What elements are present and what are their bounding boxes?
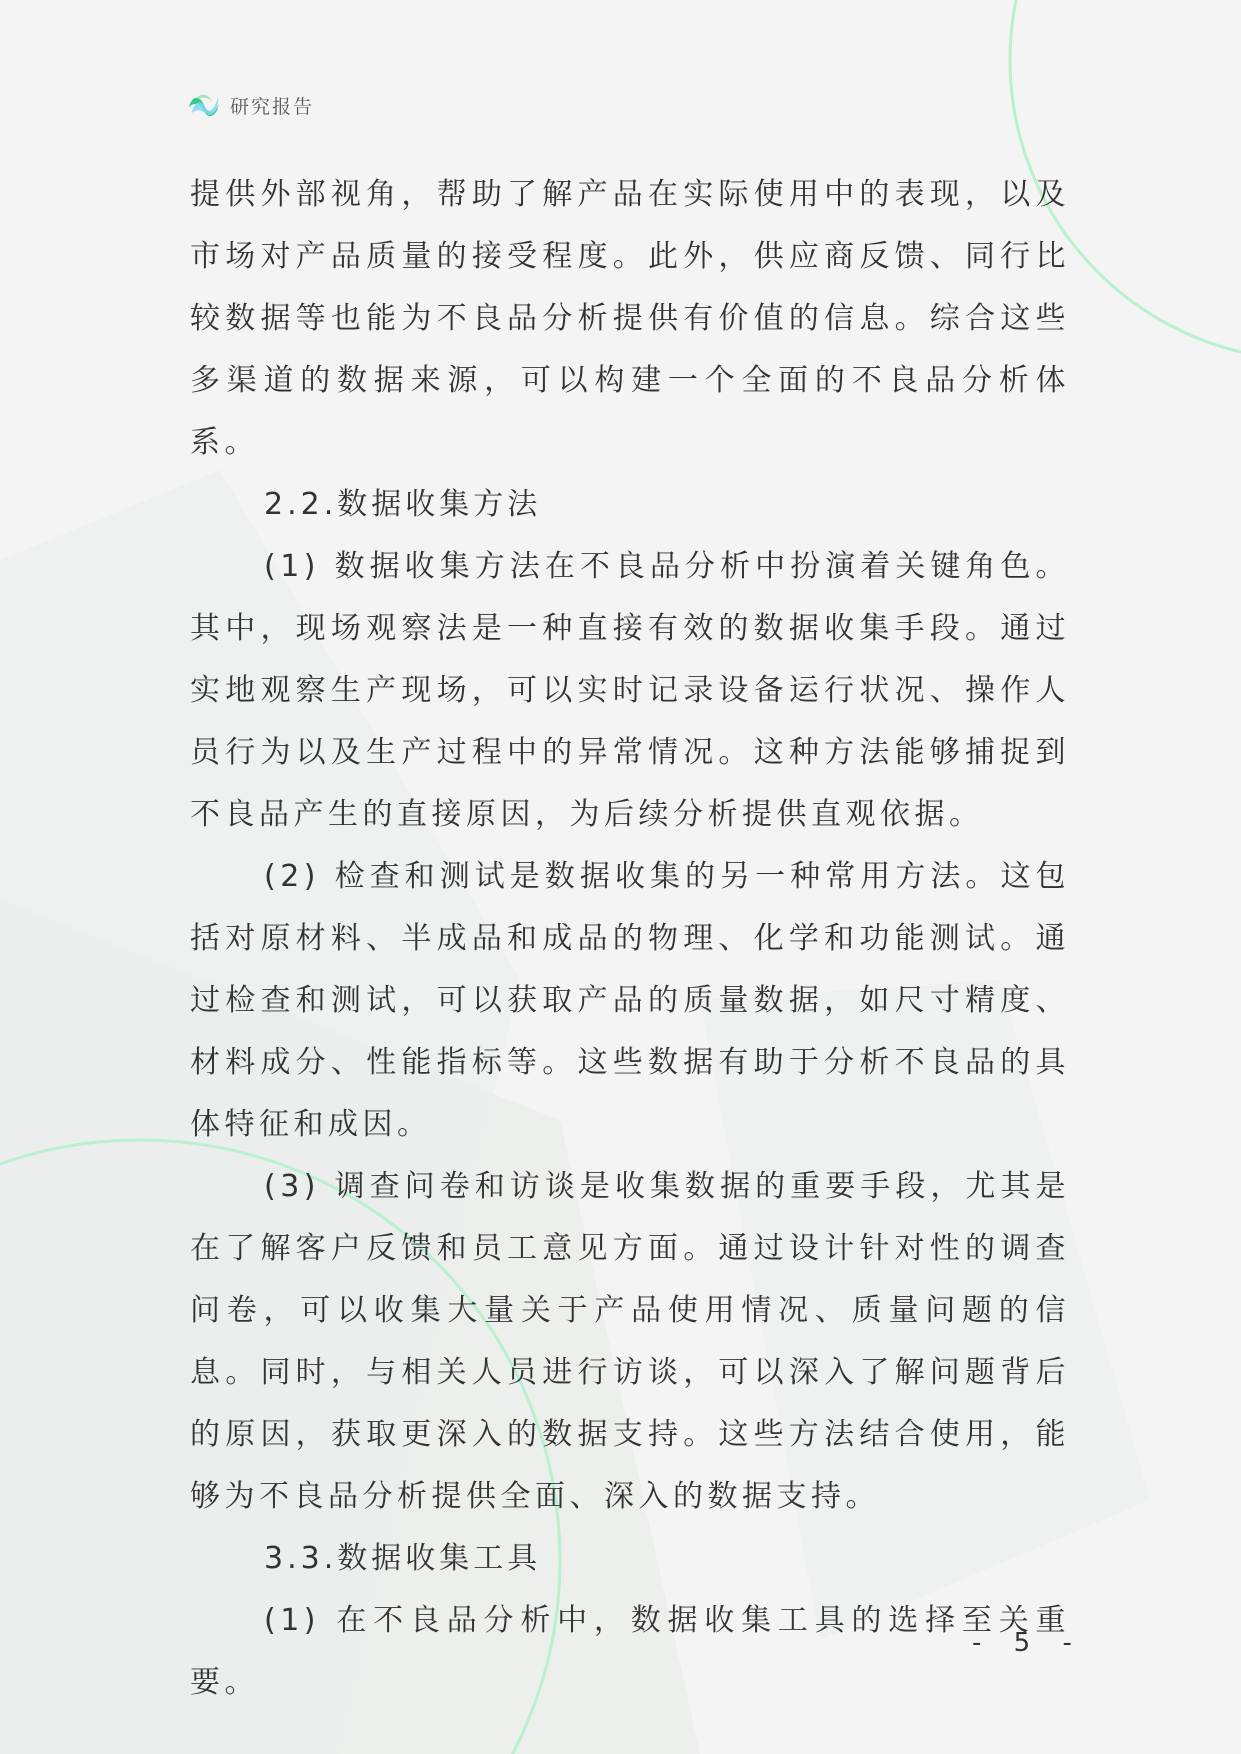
paragraph-observation-method: (1) 数据收集方法在不良品分析中扮演着关键角色。其中，现场观察法是一种直接有效的数据收集手段。通过实地观察生产现场，可以实时记录设备运行状况、操作人员行为以及生产过程中的异常情况。这种方法能够捕捉到不良品产生的直接原因，为后续分析提供直观依据。 bbox=[190, 549, 1070, 832]
section-heading-2-2: 2.2.数据收集方法 bbox=[264, 487, 542, 522]
page-number: - 5 - bbox=[972, 1628, 1084, 1658]
document-body bbox=[190, 164, 1070, 1714]
document-header bbox=[186, 87, 314, 123]
paragraph-survey-interview: (3) 调查问卷和访谈是收集数据的重要手段，尤其是在了解客户反馈和员工意见方面。通过设计针对性的调查问卷，可以收集大量关于产品使用情况、质量问题的信息。同时，与相关人员进行访谈，可以深入了解问题背后的原因，获取更深入的数据支持。这些方法结合使用，能够为不良品分析提供全面、深入的数据支持。 bbox=[190, 1169, 1070, 1514]
paragraph-continuation: 提供外部视角，帮助了解产品在实际使用中的表现，以及市场对产品质量的接受程度。此外，供应商反馈、同行比较数据等也能为不良品分析提供有价值的信息。综合这些多渠道的数据来源，可以构建一个全面的不良品分析体系。 bbox=[190, 177, 1070, 460]
header-title: 研究报告 bbox=[230, 95, 315, 118]
report-logo-icon bbox=[186, 87, 222, 123]
section-heading-3-3: 3.3.数据收集工具 bbox=[264, 1541, 542, 1576]
paragraph-collection-tools: (1) 在不良品分析中，数据收集工具的选择至关重要。 bbox=[190, 1603, 1070, 1700]
paragraph-inspection-testing: (2) 检查和测试是数据收集的另一种常用方法。这包括对原材料、半成品和成品的物理、化学和功能测试。通过检查和测试，可以获取产品的质量数据，如尺寸精度、材料成分、性能指标等。这些数据有助于分析不良品的具体特征和成因。 bbox=[190, 859, 1070, 1142]
